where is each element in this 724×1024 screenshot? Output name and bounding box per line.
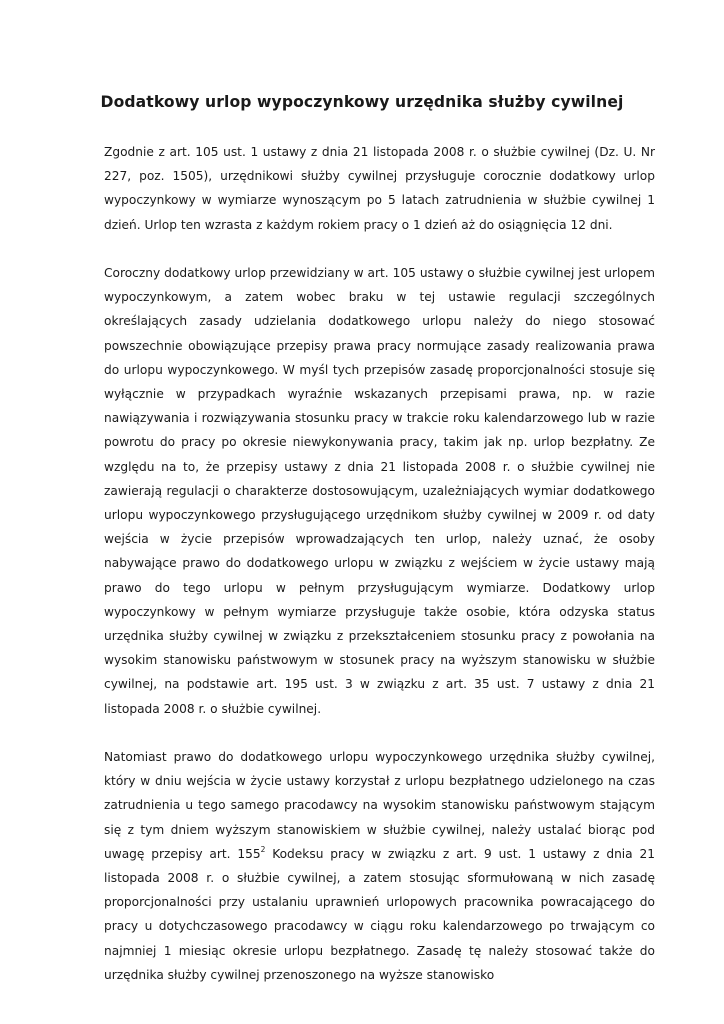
article-superscript: 2	[260, 844, 266, 854]
paragraph-2: Coroczny dodatkowy urlop przewidziany w art. 105 ustawy o służbie cywilnej jest urlopem wypoczynkowym, a zatem wobec braku w tej ustawie regulacji szczególnych określających zasady udzielania dodatkowego urlopu należy do niego stosować powszechnie obowiązujące przepisy prawa pracy normujące zasady realizowania prawa do urlopu wypoczynkowego. W myśl tych przepisów zasadę proporcjonalności stosuje się wyłącznie w przypadkach wyraźnie wskazanych przepisami prawa, np. w razie nawiązywania i rozwiązywania stosunku pracy w trakcie roku kalendarzowego lub w razie powrotu do pracy po okresie niewykonywania pracy, takim jak np. urlop bezpłatny. Ze względu na to, że przepisy ustawy z dnia 21 listopada 2008 r. o służbie cywilnej nie zawierają regulacji o charakterze dostosowującym, uzależniających wymiar dodatkowego urlopu wypoczynkowego przysługującego urzędnikom służby cywilnej w 2009 r. od daty wejścia w życie przepisów wprowadzających ten urlop, należy uznać, że osoby nabywające prawo do dodatkowego urlopu w związku z wejściem w życie ustawy mają prawo do tego urlopu w pełnym przysługującym wymiarze. Dodatkowy urlop wypoczynkowy w pełnym wymiarze przysługuje także osobie, która odzyska status urzędnika służby cywilnej w związku z przekształceniem stosunku pracy z powołania na wysokim stanowisku państwowym w stosunek pracy na wyższym stanowisku w służbie cywilnej, na podstawie art. 195 ust. 3 w związku z art. 35 ust. 7 ustawy z dnia 21 listopada 2008 r. o służbie cywilnej.	[104, 266, 655, 716]
document-title: Dodatkowy urlop wypoczynkowy urzędnika służby cywilnej	[100, 93, 624, 111]
paragraph-3-text-before: Natomiast prawo do dodatkowego urlopu wypoczynkowego urzędnika służby cywilnej, który w dniu wejścia w życie ustawy korzystał z urlopu bezpłatnego udzielonego na czas zatrudnienia u tego samego pracodawcy na wysokim stanowisku państwowym stającym się z tym dniem wyższym stanowiskiem w służbie cywilnej, należy ustalać biorąc pod uwagę przepisy art. 155	[104, 750, 655, 861]
paragraph-3-text-after: Kodeksu pracy w związku z art. 9 ust. 1 ustawy z dnia 21 listopada 2008 r. o służbie cywilnej, a zatem stosując sformułowaną w nich zasadę proporcjonalności przy ustalaniu uprawnień urlopowych pracownika powracającego do pracy u dotychczasowego pracodawcy w ciągu roku kalendarzowego po trwającym co najmniej 1 miesiąc okresie urlopu bezpłatnego. Zasadę tę należy stosować także do urzędnika służby cywilnej przenoszonego na wyższe stanowisko	[104, 846, 655, 982]
document-body	[104, 140, 655, 987]
paragraph-3	[104, 745, 655, 987]
paragraph-1: Zgodnie z art. 105 ust. 1 ustawy z dnia 21 listopada 2008 r. o służbie cywilnej (Dz. U. Nr 227, poz. 1505), urzędnikowi służby cywilnej przysługuje corocznie dodatkowy urlop wypoczynkowy w wymiarze wynoszącym po 5 latach zatrudnienia w służbie cywilnej 1 dzień. Urlop ten wzrasta z każdym rokiem pracy o 1 dzień aż do osiągnięcia 12 dni.	[104, 145, 655, 232]
